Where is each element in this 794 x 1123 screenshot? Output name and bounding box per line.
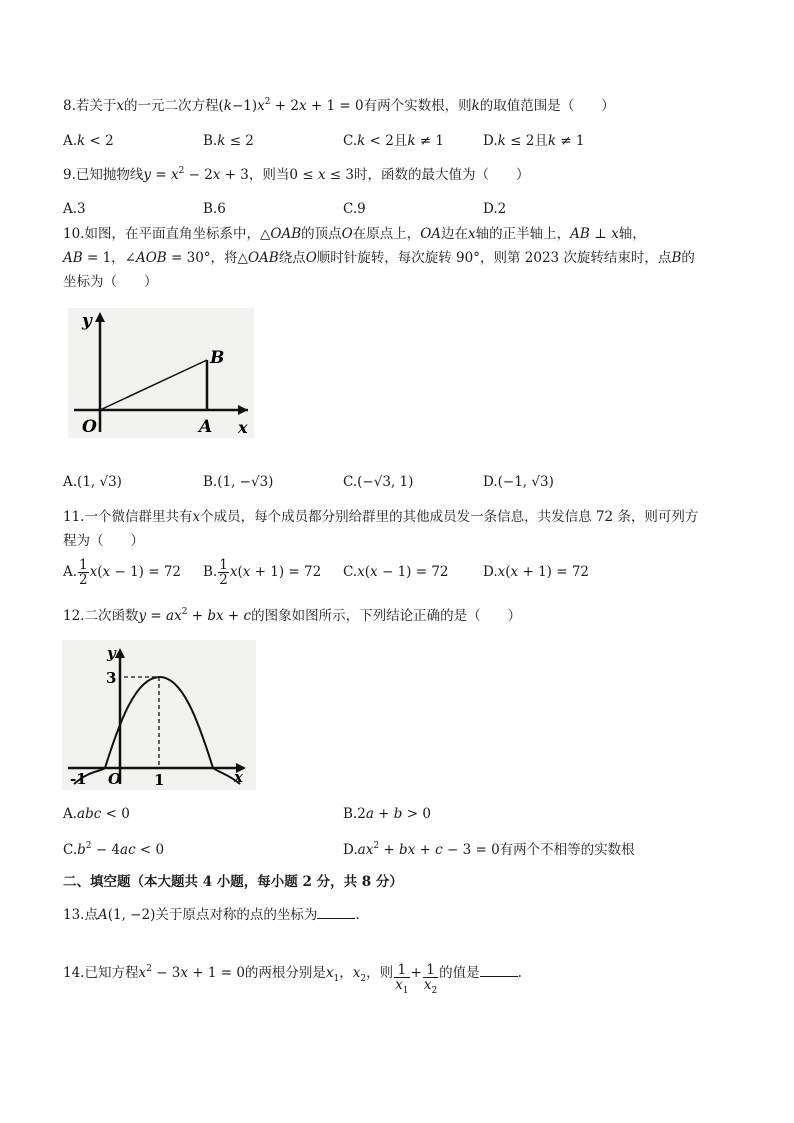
q10-label-x: x bbox=[238, 418, 248, 437]
q12-figure bbox=[62, 640, 256, 790]
q12-option-d[interactable]: $D.ax^2$ + bx + c − 3 = 0有两个不相等的实数根 bbox=[343, 841, 635, 858]
q8-option-b[interactable]: B.k ≤ 2 bbox=[203, 133, 254, 149]
q10-label-b: B bbox=[210, 348, 225, 368]
section-2-title: 二、填空题（本大题共 4 小题，每小题 2 分，共 8 分） bbox=[63, 874, 403, 890]
q12-label-y: y bbox=[107, 644, 116, 662]
q12-label-o: O bbox=[108, 770, 122, 788]
q11-option-c[interactable]: C.x(x − 1) = 72 bbox=[343, 564, 449, 580]
q8-option-c[interactable]: C.k < 2且k ≠ 1 bbox=[343, 133, 444, 149]
q13-stem: 13.点A(1, −2)关于原点对称的点的坐标为 . bbox=[63, 904, 360, 925]
q12-label-minus-one: -1 bbox=[70, 770, 87, 788]
q12-stem: 12.二次函数$y = ax^2$ + bx + c的图象如图所示，下列结论正确的是（ ） bbox=[63, 607, 522, 624]
q9-stem: 9.已知抛物线$y = x^2 - 2x + 3$，则当0 ≤ x ≤ 3时，函数的最大值为（ ） bbox=[63, 166, 530, 183]
q10-label-a: A bbox=[199, 417, 213, 437]
q12-label-three: 3 bbox=[106, 669, 117, 687]
q10-label-o: O bbox=[82, 417, 97, 437]
q14-stem: 14.已知方程$x^2 - 3x + 1 = 0$的两根分别是$x_1$，$x_2$，则 $\frac{1}{x_1}$ + $\frac{1}{x_2}$ 的值是 . bbox=[63, 962, 522, 996]
q10-stem-line3: 坐标为（ ） bbox=[63, 274, 158, 290]
q10-option-a[interactable]: A.(1, √3) bbox=[63, 474, 122, 490]
q10-stem-line1: 10.如图，在平面直角坐标系中，△OAB的顶点O在原点上，OA边在x轴的正半轴上，AB ⊥ x轴， bbox=[63, 226, 646, 242]
q12-option-a[interactable]: A.abc < 0 bbox=[63, 806, 130, 822]
q9-option-b[interactable]: B.6 bbox=[203, 201, 226, 217]
q11-option-b[interactable]: B. $\frac{1}{2}$ x(x + 1) = 72 bbox=[203, 557, 322, 588]
q10-stem-line2: AB = 1，∠AOB = 30°，将△OAB绕点O顺时针旋转，每次旋转 90°，则第 2023 次旋转结束时，点B的 bbox=[63, 250, 695, 266]
q14-answer-blank[interactable] bbox=[480, 962, 518, 977]
q9-option-d[interactable]: D.2 bbox=[483, 201, 507, 217]
q10-option-b[interactable]: B.(1, −√3) bbox=[203, 474, 274, 490]
q8-option-a[interactable]: A.k < 2 bbox=[63, 133, 114, 149]
q11-stem-line1: 11.一个微信群里共有x个成员，每个成员都分别给群里的其他成员发一条信息，共发信息 72 条，则可列方 bbox=[63, 509, 699, 525]
q12-option-b[interactable]: B.2a + b > 0 bbox=[343, 806, 431, 822]
q12-label-x: x bbox=[234, 768, 243, 786]
q10-option-d[interactable]: D.(−1, √3) bbox=[483, 474, 554, 490]
q10-option-c[interactable]: C.(−√3, 1) bbox=[343, 474, 414, 490]
q8-option-d[interactable]: D.k ≤ 2且k ≠ 1 bbox=[483, 133, 585, 149]
q11-stem-line2: 程为（ ） bbox=[63, 533, 144, 549]
q9-option-a[interactable]: A.3 bbox=[63, 201, 86, 217]
q12-label-one: 1 bbox=[154, 771, 165, 789]
q10-label-y: y bbox=[82, 311, 92, 331]
q12-option-c[interactable]: $C.b^2 - 4ac < 0$ bbox=[63, 841, 165, 858]
q9-option-c[interactable]: C.9 bbox=[343, 201, 366, 217]
q11-option-d[interactable]: D.x(x + 1) = 72 bbox=[483, 564, 589, 580]
q10-figure bbox=[68, 308, 254, 438]
q11-option-a[interactable]: A. $\frac{1}{2}$ x(x − 1) = 72 bbox=[63, 557, 181, 588]
q8-stem: 8.若关于x的一元二次方程$(k-1)x^2 + 2x + 1 = 0$有两个实数根，则k的取值范围是（ ） bbox=[63, 97, 615, 114]
q13-answer-blank[interactable] bbox=[317, 904, 355, 919]
